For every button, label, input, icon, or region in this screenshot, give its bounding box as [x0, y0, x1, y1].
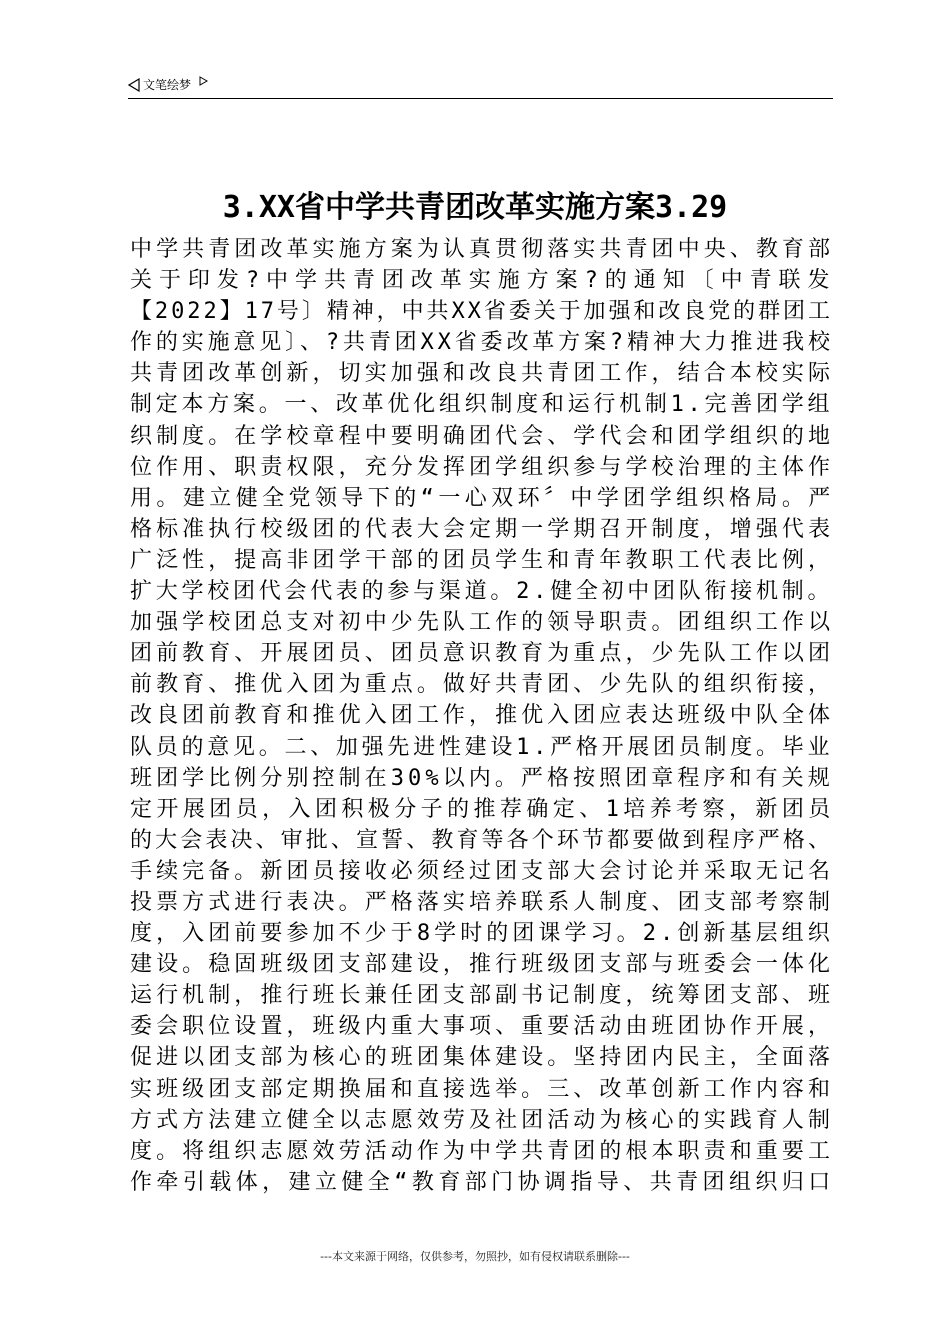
body-line: 作牵引载体，建立健全“教育部门协调指导、共青团组织归口 [130, 1169, 835, 1195]
body-line: 手续完备。新团员接收必须经过团支部大会讨论并采取无记名 [130, 858, 835, 884]
body-line: 度，入团前要参加不少于8学时的团课学习。2.创新基层组织 [130, 921, 834, 947]
triangle-left-icon [128, 78, 140, 92]
page-header [128, 74, 833, 99]
body-line: 前教育、推优入团为重点。做好共青团、少先队的组织衔接， [130, 672, 835, 698]
body-line: 改良团前教育和推优入团工作，推优入团应表达班级中队全体 [130, 703, 835, 729]
body-line: 广泛性，提高非团学干部的团员学生和青年教职工代表比例， [130, 547, 835, 573]
body-line: 建设。稳固班级团支部建设，推行班级团支部与班委会一体化 [130, 952, 835, 978]
body-line: 格标准执行校级团的代表大会定期一学期召开制度，增强代表 [130, 516, 835, 542]
brand-name: 文笔绘梦 [143, 78, 192, 92]
body-line: 的大会表决、审批、宣誓、教育等各个环节都要做到程序严格、 [130, 827, 834, 853]
footer-notice: ---本文来源于网络，仅供参考，勿照抄，如有侵权请联系删除--- [320, 1250, 630, 1263]
body-line: 关于印发?中学共青团改革实施方案?的通知〔中青联发 [130, 268, 837, 294]
body-line: 运行机制，推行班长兼任团支部副书记制度，统筹团支部、班 [130, 983, 835, 1009]
body-line: 团前教育、开展团员、团员意识教育为重点，少先队工作以团 [130, 641, 835, 667]
body-line: 度。将组织志愿效劳活动作为中学共青团的根本职责和重要工 [130, 1138, 835, 1164]
body-line: 方式方法建立健全以志愿效劳及社团活动为核心的实践育人制 [130, 1107, 835, 1133]
body-line: 制定本方案。一、改革优化组织制度和运行机制1.完善团学组 [130, 392, 834, 418]
body-line: 班团学比例分别控制在30%以内。严格按照团章程序和有关规 [130, 765, 834, 791]
body-line: 委会职位设置，班级内重大事项、重要活动由班团协作开展， [130, 1014, 835, 1040]
triangle-right-icon [199, 76, 208, 86]
body-line: 加强学校团总支对初中少先队工作的领导职责。团组织工作以 [130, 610, 835, 636]
body-line: 织制度。在学校章程中要明确团代会、学代会和团学组织的地 [130, 423, 835, 449]
body-line: 位作用、职责权限，充分发挥团学组织参与学校治理的主体作 [130, 454, 835, 480]
body-line: 中学共青团改革实施方案为认真贯彻落实共青团中央、教育部 [130, 237, 835, 262]
body-line: 实班级团支部定期换届和直接选举。三、改革创新工作内容和 [130, 1076, 835, 1102]
body-line: 定开展团员，入团积极分子的推荐确定、1培养考察，新团员 [130, 796, 835, 822]
body-line: 【2022】17号〕精神，中共XX省委关于加强和改良党的群团工 [130, 299, 833, 325]
document-body [130, 234, 837, 1198]
body-line: 扩大学校团代会代表的参与渠道。2.健全初中团队衔接机制。 [130, 579, 834, 605]
body-line: 促进以团支部为核心的班团集体建设。坚持团内民主，全面落 [130, 1045, 835, 1071]
document-title: 3.XX省中学共青团改革实施方案3.29 [222, 190, 728, 225]
body-line: 用。建立健全党领导下的“一心双环〞中学团学组织格局。严 [130, 485, 835, 511]
body-line: 投票方式进行表决。严格落实培养联系人制度、团支部考察制 [130, 889, 835, 915]
body-line: 队员的意见。二、加强先进性建设1.严格开展团员制度。毕业 [130, 734, 834, 760]
body-line: 作的实施意见〕、?共青团XX省委改革方案?精神大力推进我校 [130, 330, 834, 356]
body-line: 共青团改革创新，切实加强和改良共青团工作，结合本校实际 [130, 361, 835, 387]
header-brand [128, 76, 208, 93]
